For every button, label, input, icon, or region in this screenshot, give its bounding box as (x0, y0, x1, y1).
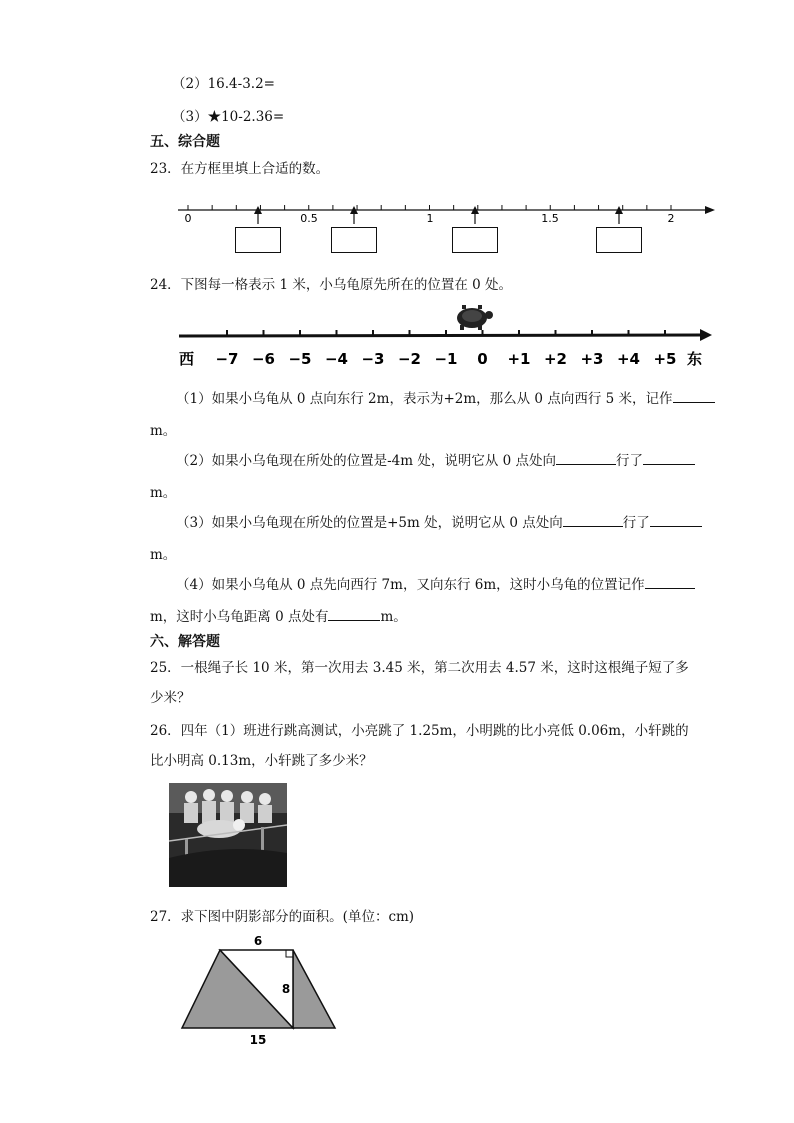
blank-4a[interactable] (645, 574, 695, 589)
position-label: −3 (361, 350, 385, 368)
q24-part3-unit: m。 (150, 547, 177, 563)
blank-2b[interactable] (643, 450, 695, 465)
position-label: +2 (543, 350, 568, 368)
tick-label-2: 2 (667, 212, 675, 225)
section-heading-5: 五、综合题 (150, 134, 220, 150)
tick-label-0.5: 0.5 (300, 212, 318, 225)
turtle-icon (457, 305, 493, 330)
question-25-line1: 25．一根绳子长 10 米，第一次用去 3.45 米，第二次用去 4.57 米，这时这根绳子短了多 (150, 660, 689, 676)
q24-part2-unit: m。 (150, 485, 177, 501)
west-label: 西 (179, 350, 195, 368)
blank-3a[interactable] (563, 512, 623, 527)
q24-part4: （4）如果小乌龟从 0 点先向西行 7m，又向东行 6m，这时小乌龟的位置记作 (176, 573, 695, 593)
calc-item-3: （3）★10-2.36= (172, 109, 285, 125)
position-label: 0 (477, 350, 488, 368)
section-heading-6: 六、解答题 (150, 634, 220, 650)
position-label: −2 (397, 350, 422, 368)
q24-part1: （1）如果小乌龟从 0 点向东行 2m，表示为+2m，那么从 0 点向西行 5 米，记作 (176, 387, 715, 407)
trapezoid-figure (170, 930, 350, 1050)
arrow-4 (615, 206, 623, 224)
blank-2a[interactable] (556, 450, 616, 465)
tick-label-1.5: 1.5 (541, 212, 559, 225)
position-label: +4 (616, 350, 641, 368)
position-label: −4 (324, 350, 349, 368)
answer-box-1[interactable] (235, 227, 281, 253)
question-26-line1: 26．四年（1）班进行跳高测试，小亮跳了 1.25m，小明跳的比小亮低 0.06m，小轩跳的 (150, 723, 689, 739)
q24-part4-cont: m，这时小乌龟距离 0 点处有 m。 (150, 605, 407, 625)
label-height-8: 8 (281, 982, 291, 996)
position-label: −5 (288, 350, 312, 368)
east-label: 东 (687, 350, 703, 368)
label-top-6: 6 (253, 934, 263, 948)
answer-box-4[interactable] (596, 227, 642, 253)
calc-item-2: （2）16.4-3.2= (172, 76, 275, 92)
tick-label-0: 0 (184, 212, 192, 225)
position-label: −7 (215, 350, 239, 368)
high-jump-photo (169, 783, 287, 887)
question-24: 24．下图每一格表示 1 米，小乌龟原先所在的位置在 0 处。 (150, 277, 513, 293)
blank-3b[interactable] (650, 512, 702, 527)
position-label: −1 (434, 350, 458, 368)
position-label: +1 (507, 350, 531, 368)
turtle-number-line (175, 298, 720, 370)
position-label: +3 (580, 350, 604, 368)
question-23: 23．在方框里填上合适的数。 (150, 161, 330, 177)
blank-4b[interactable] (328, 606, 380, 621)
q24-part1-unit: m。 (150, 423, 177, 439)
q24-part3: （3）如果小乌龟现在所处的位置是+5m 处，说明它从 0 点处向 行了 (176, 511, 702, 531)
position-label: +5 (653, 350, 677, 368)
question-25-line2: 少米？ (150, 690, 191, 706)
answer-box-2[interactable] (331, 227, 377, 253)
shaded-right (293, 950, 335, 1028)
answer-box-3[interactable] (452, 227, 498, 253)
position-label: −6 (251, 350, 276, 368)
label-bottom-15: 15 (249, 1033, 267, 1047)
q24-part2: （2）如果小乌龟现在所处的位置是-4m 处，说明它从 0 点处向 行了 (176, 449, 695, 469)
question-26-line2: 比小明高 0.13m，小轩跳了多少米？ (150, 753, 373, 769)
question-27: 27．求下图中阴影部分的面积。(单位：cm) (150, 909, 415, 925)
tick-label-1: 1 (426, 212, 434, 225)
blank-1[interactable] (673, 388, 715, 403)
number-line-q23 (170, 190, 715, 230)
